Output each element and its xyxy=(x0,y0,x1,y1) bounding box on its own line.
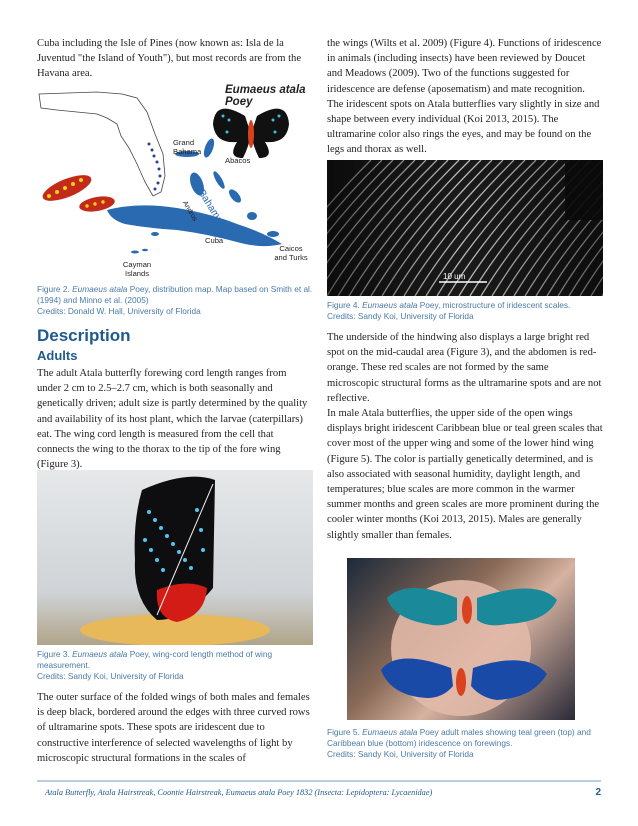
outer-surface-paragraph: The outer surface of the folded wings of both males and females is deep black, bordered around the edges with three curved rows of ultramarine spots. These spots are iridescent due to constructive interference of selected wavelengths of light by microscopic structural formations in the scales of xyxy=(37,692,310,764)
label-andros: Andros xyxy=(180,200,199,223)
intro-paragraph: Cuba including the Isle of Pines (now known as: Isla de la Juventud "the Island of Youth"), but most records are from the Havana area. xyxy=(37,38,302,80)
label-bahamas: Bahamas xyxy=(195,188,228,230)
caterpillar-icon xyxy=(40,170,116,214)
label-abacos: Abacos xyxy=(225,156,251,165)
figure2-map xyxy=(37,84,313,280)
figure5-caption: Figure 5. Eumaeus atala Poey adult males showing teal green (top) and Caribbean blue (bottom) iridescence on forewings. Credits: Sandy Koi, University of Florida xyxy=(327,727,591,760)
right-column xyxy=(327,0,603,780)
figure3-photo xyxy=(37,470,313,645)
figure2-credits: Credits: Donald W. Hall, University of Florida xyxy=(37,306,201,317)
figure3-caption: Figure 3. Eumaeus atala Poey, wing-cord length method of wing measurement. Credits: Sandy Koi, University of Florida xyxy=(37,649,273,682)
map-title: Eumaeus atala Poey xyxy=(225,84,306,108)
heading-description: Description xyxy=(37,326,131,345)
male-paragraph: In male Atala butterflies, the upper side of the open wings displays bright iridescent Caribbean blue or teal green scales that cover most of the upper wing and some of the lower hind wing (Figure 5). The color is partially genetically determined, and is also associated with seasonal humidity, daylight length, and temperatures; blue scales are more common in the warmer summer months and green scales are more prominent during the cooler winter months (Koi 2013, 2015). Males are generally slightly smaller than females. xyxy=(327,408,603,541)
page-number: 2 xyxy=(595,787,601,798)
iridescence-paragraph: the wings (Wilts et al. 2009) (Figure 4). Functions of iridescence in animals (including insects) have been reviewed by Doucet and Meadows (2009). Two of the functions suggested for iridescence are defense (aposematism) and mate recognition. The iridescent spots on Atala butterflies vary slightly in size and shape between every individual (Koi 2013, 2015). The ultramarine color also rings the eyes, and may be found on the legs and thorax as well. xyxy=(327,38,602,156)
label-caicos: Caicos and Turks xyxy=(274,244,308,262)
butterfly-icon xyxy=(213,109,289,158)
distribution-map xyxy=(37,84,313,280)
figure4-caption: Figure 4. Eumaeus atala Poey, microstructure of iridescent scales. Credits: Sandy Koi, University of Florida xyxy=(327,300,571,322)
figure5-credits: Credits: Sandy Koi, University of Florida xyxy=(327,749,474,760)
figure5-photo xyxy=(347,558,575,720)
wing-measurement-photo xyxy=(37,470,313,645)
label-cayman: Cayman Islands xyxy=(122,260,152,278)
figure4-credits: Credits: Sandy Koi, University of Florida xyxy=(327,311,474,322)
footer-divider xyxy=(37,780,601,782)
figure4-sem-image xyxy=(327,160,603,296)
label-grand-bahama: Grand Bahama xyxy=(173,138,202,156)
figure3-credits: Credits: Sandy Koi, University of Florida xyxy=(37,671,184,682)
heading-adults: Adults xyxy=(37,348,78,363)
hindwing-paragraph: The underside of the hindwing also displays a large bright red spot on the mid-caudal area (Figure 3), and the abdomen is red-orange. These red scales are not formed by the same microscopic structural forms as the ultramarine spots and are not reflective. xyxy=(327,332,602,404)
label-cuba: Cuba xyxy=(205,236,224,245)
figure2-caption: Figure 2. Eumaeus atala Poey, distribution map. Map based on Smith et al. (1994) and Minno et al. (2005) Credits: Donald W. Hall, University of Florida xyxy=(37,284,313,317)
running-title: Atala Butterfly, Atala Hairstreak, Coontie Hairstreak, Eumaeus atala Poey 1832 (Insecta: Lepidoptera: Lycaenidae) xyxy=(45,788,433,797)
adults-paragraph: The adult Atala butterfly forewing cord length ranges from under 2 cm to 2.5–2.7 cm, which is both seasonally and genetically driven; adult size is partly determined by the quality and availability of its host plant, which the larvae (caterpillars) eat. The wing cord length is measured from the cell that connects the wing to the thorax to the tip of the fore wing (Figure 3). xyxy=(37,368,308,471)
left-column xyxy=(37,0,313,780)
scale-bar-label: 10 um xyxy=(443,272,466,281)
adult-males-photo xyxy=(347,558,575,720)
